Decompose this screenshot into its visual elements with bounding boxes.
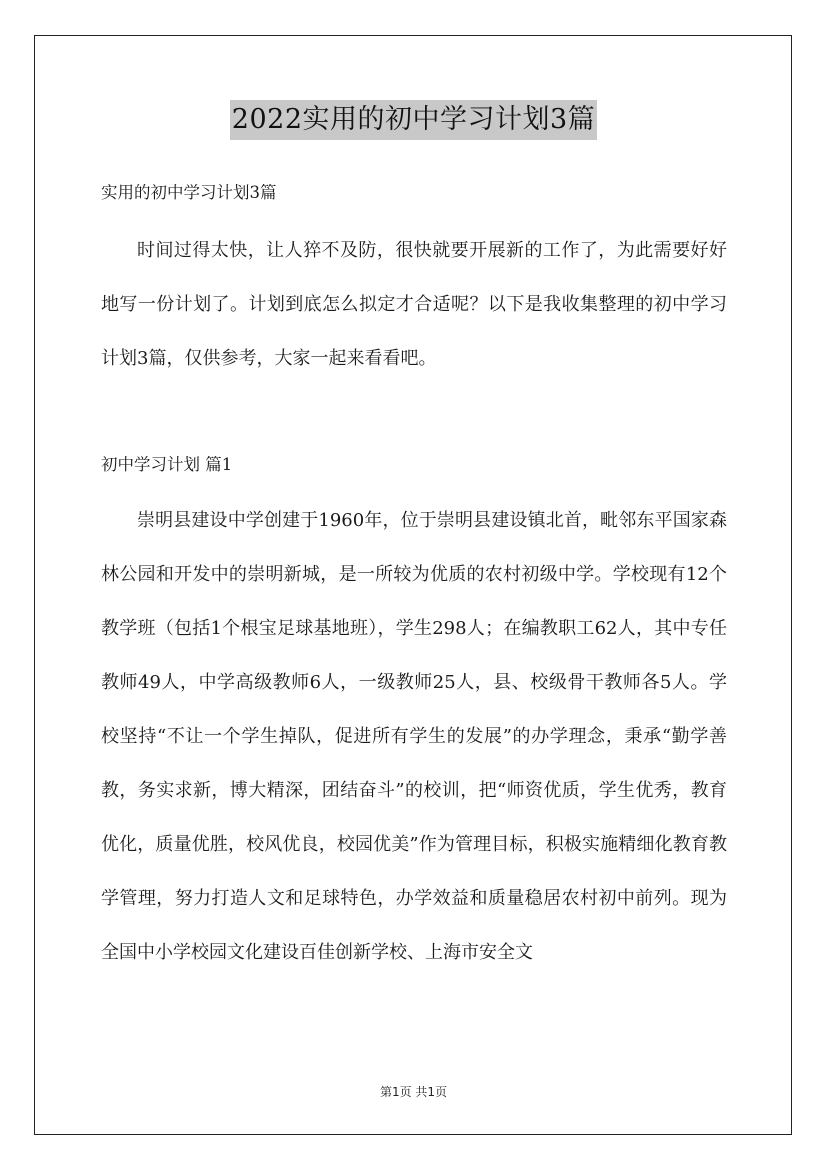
title-container [0, 100, 827, 140]
document-body [101, 176, 727, 980]
document-subtitle: 实用的初中学习计划3篇 [101, 183, 277, 202]
intro-paragraph: 时间过得太快，让人猝不及防，很快就要开展新的工作了，为此需要好好地写一份计划了。计划到底怎么拟定才合适呢？以下是我收集整理的初中学习计划3篇，仅供参考，大家一起来看看吧。 [101, 240, 727, 369]
page-footer: 第1页 共1页 [379, 1085, 448, 1099]
document-title: 2022实用的初中学习计划3篇 [230, 100, 597, 140]
section-paragraph: 崇明县建设中学创建于1960年，位于崇明县建设镇北首，毗邻东平国家森林公园和开发中的崇明新城，是一所较为优质的农村初级中学。学校现有12个教学班（包括1个根宝足球基地班），学生298人；在编教职工62人，其中专任教师49人，中学高级教师6人，一级教师25人，县、校级骨干教师各5人。学校坚持“不让一个学生掉队，促进所有学生的发展”的办学理念，秉承“勤学善教，务实求新，博大精深，团结奋斗”的校训，把“师资优质，学生优秀，教育优化，质量优胜，校风优良，校园优美”作为管理目标，积极实施精细化教育教学管理，努力打造人文和足球特色，办学效益和质量稳居农村初中前列。现为全国中小学校园文化建设百佳创新学校、上海市安全文 [101, 510, 727, 963]
section-heading: 初中学习计划 篇1 [101, 455, 233, 474]
